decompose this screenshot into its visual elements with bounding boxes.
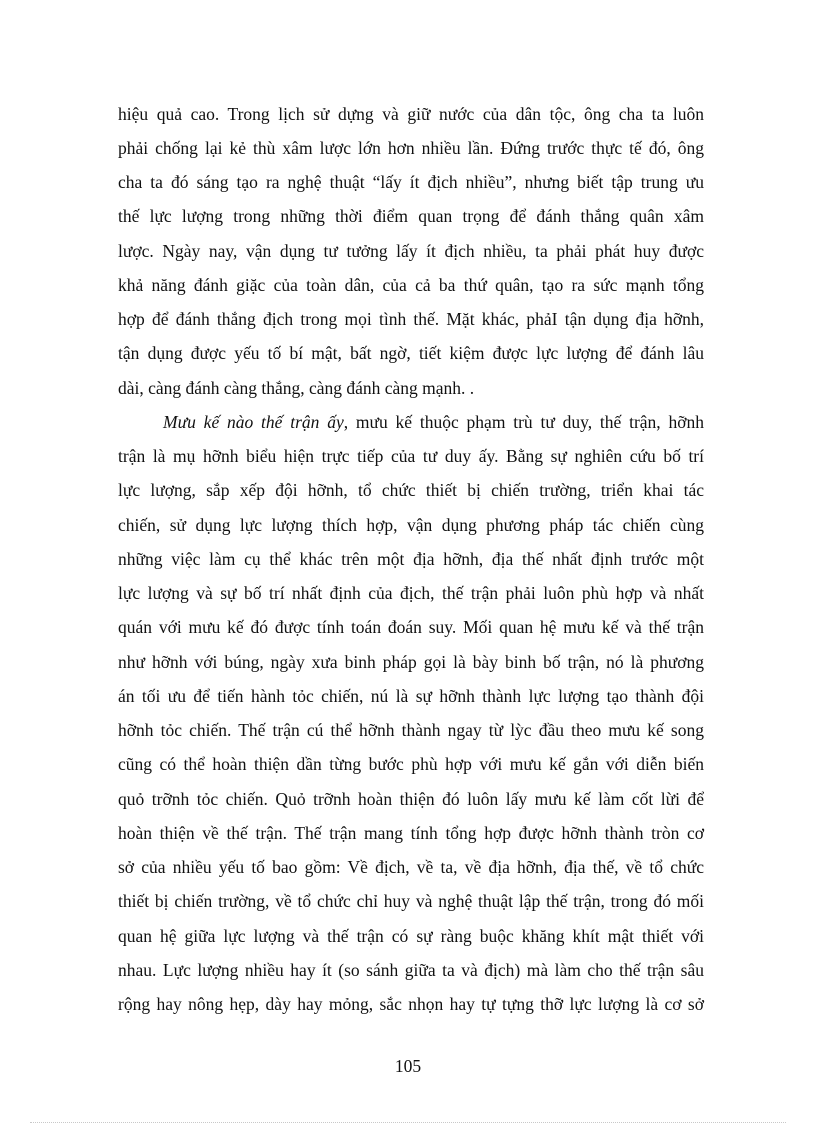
- paragraph-1-line-8: tận dụng được yếu tố bí mật, bất ngờ, tiết kiệm được lực lượng để đánh lâu: [118, 343, 704, 363]
- paragraph-2-line-6: lực lượng và sự bố trí nhất định của địch, thế trận phải luôn phù hợp và nhất: [118, 583, 704, 603]
- paragraph-2-line-13: hoàn thiện về thế trận. Thế trận mang tính tổng hợp được hỡnh thành tròn cơ: [118, 823, 704, 843]
- paragraph-1-line-5: lược. Ngày nay, vận dụng tư tưởng lấy ít địch nhiều, ta phải phát huy được: [118, 241, 704, 261]
- paragraph-2-line-10: hỡnh tỏc chiến. Thế trận cú thể hỡnh thành ngay từ lỳc đầu theo mưu kế song: [118, 720, 704, 740]
- paragraph-2-line-12: quỏ trỡnh tỏc chiến. Quỏ trỡnh hoàn thiện đó luôn lấy mưu kế làm cốt lừi để: [118, 789, 704, 809]
- paragraph-1-line-4: thế lực lượng trong những thời điểm quan trọng để đánh thắng quân xâm: [118, 206, 704, 226]
- paragraph-2-line-11: cũng có thể hoàn thiện dần từng bước phù hợp với mưu kế gắn với diễn biến: [118, 754, 704, 774]
- paragraph-2-line-5: những việc làm cụ thể khác trên một địa hỡnh, địa thế nhất định trước một: [118, 549, 704, 569]
- paragraph-1-line-6: khả năng đánh giặc của toàn dân, của cả ba thứ quân, tạo ra sức mạnh tổng: [118, 275, 704, 295]
- paragraph-2-line-2: trận là mụ hỡnh biểu hiện trực tiếp của tư duy ấy. Bằng sự nghiên cứu bố trí: [118, 446, 704, 466]
- paragraph-1-line-2: phải chống lại kẻ thù xâm lược lớn hơn nhiều lần. Đứng trước thực tế đó, ông: [118, 138, 704, 158]
- paragraph-2-line-8: như hỡnh với búng, ngày xưa binh pháp gọi là bày binh bố trận, nó là phương: [118, 652, 704, 672]
- paragraph-2-line-16: quan hệ giữa lực lượng và thế trận có sự ràng buộc khăng khít mật thiết với: [118, 926, 704, 946]
- paragraph-2-line-14: sở của nhiều yếu tố bao gồm: Về địch, về ta, về địa hỡnh, địa thế, về tổ chức: [118, 857, 704, 877]
- paragraph-2-line-18: rộng hay nông hẹp, dày hay mỏng, sắc nhọn hay tự tựng thỡ lực lượng là cơ sở: [118, 994, 704, 1014]
- paragraph-1-line-1: hiệu quả cao. Trong lịch sử dựng và giữ nước của dân tộc, ông cha ta luôn: [118, 104, 704, 124]
- page-number: 105: [394, 1056, 422, 1076]
- paragraph-2-lead-rest: , mưu kế thuộc phạm trù tư duy, thế trận, hỡnh: [343, 412, 704, 432]
- paragraph-2-line-15: thiết bị chiến trường, về tổ chức chỉ huy và nghệ thuật lập thế trận, trong đó mối: [118, 891, 704, 911]
- paragraph-1-line-7: hợp để đánh thắng địch trong mọi tình thế. Mặt khác, phảI tận dụng địa hỡnh,: [118, 309, 704, 329]
- paragraph-2-line-1: [163, 410, 704, 434]
- paragraph-1-line-3: cha ta đó sáng tạo ra nghệ thuật “lấy ít địch nhiều”, nhưng biết tập trung ưu: [118, 172, 704, 192]
- paragraph-1-line-9: dài, càng đánh càng thắng, càng đánh càng mạnh. .: [118, 378, 475, 398]
- paragraph-2-line-7: quán với mưu kế đó được tính toán đoán suy. Mối quan hệ mưu kế và thế trận: [118, 617, 704, 637]
- paragraph-2-line-9: án tối ưu để tiến hành tỏc chiến, nú là sự hỡnh thành lực lượng tạo thành đội: [118, 686, 704, 706]
- paragraph-2-line-4: chiến, sử dụng lực lượng thích hợp, vận dụng phương pháp tác chiến cùng: [118, 515, 704, 535]
- paragraph-2-italic-lead: Mưu kế nào thế trận ấy: [163, 412, 344, 432]
- paragraph-2-line-3: lực lượng, sắp xếp đội hỡnh, tổ chức thiết bị chiến trường, triển khai tác: [118, 480, 704, 500]
- paragraph-2-line-17: nhau. Lực lượng nhiều hay ít (so sánh giữa ta và địch) mà làm cho thế trận sâu: [118, 960, 704, 980]
